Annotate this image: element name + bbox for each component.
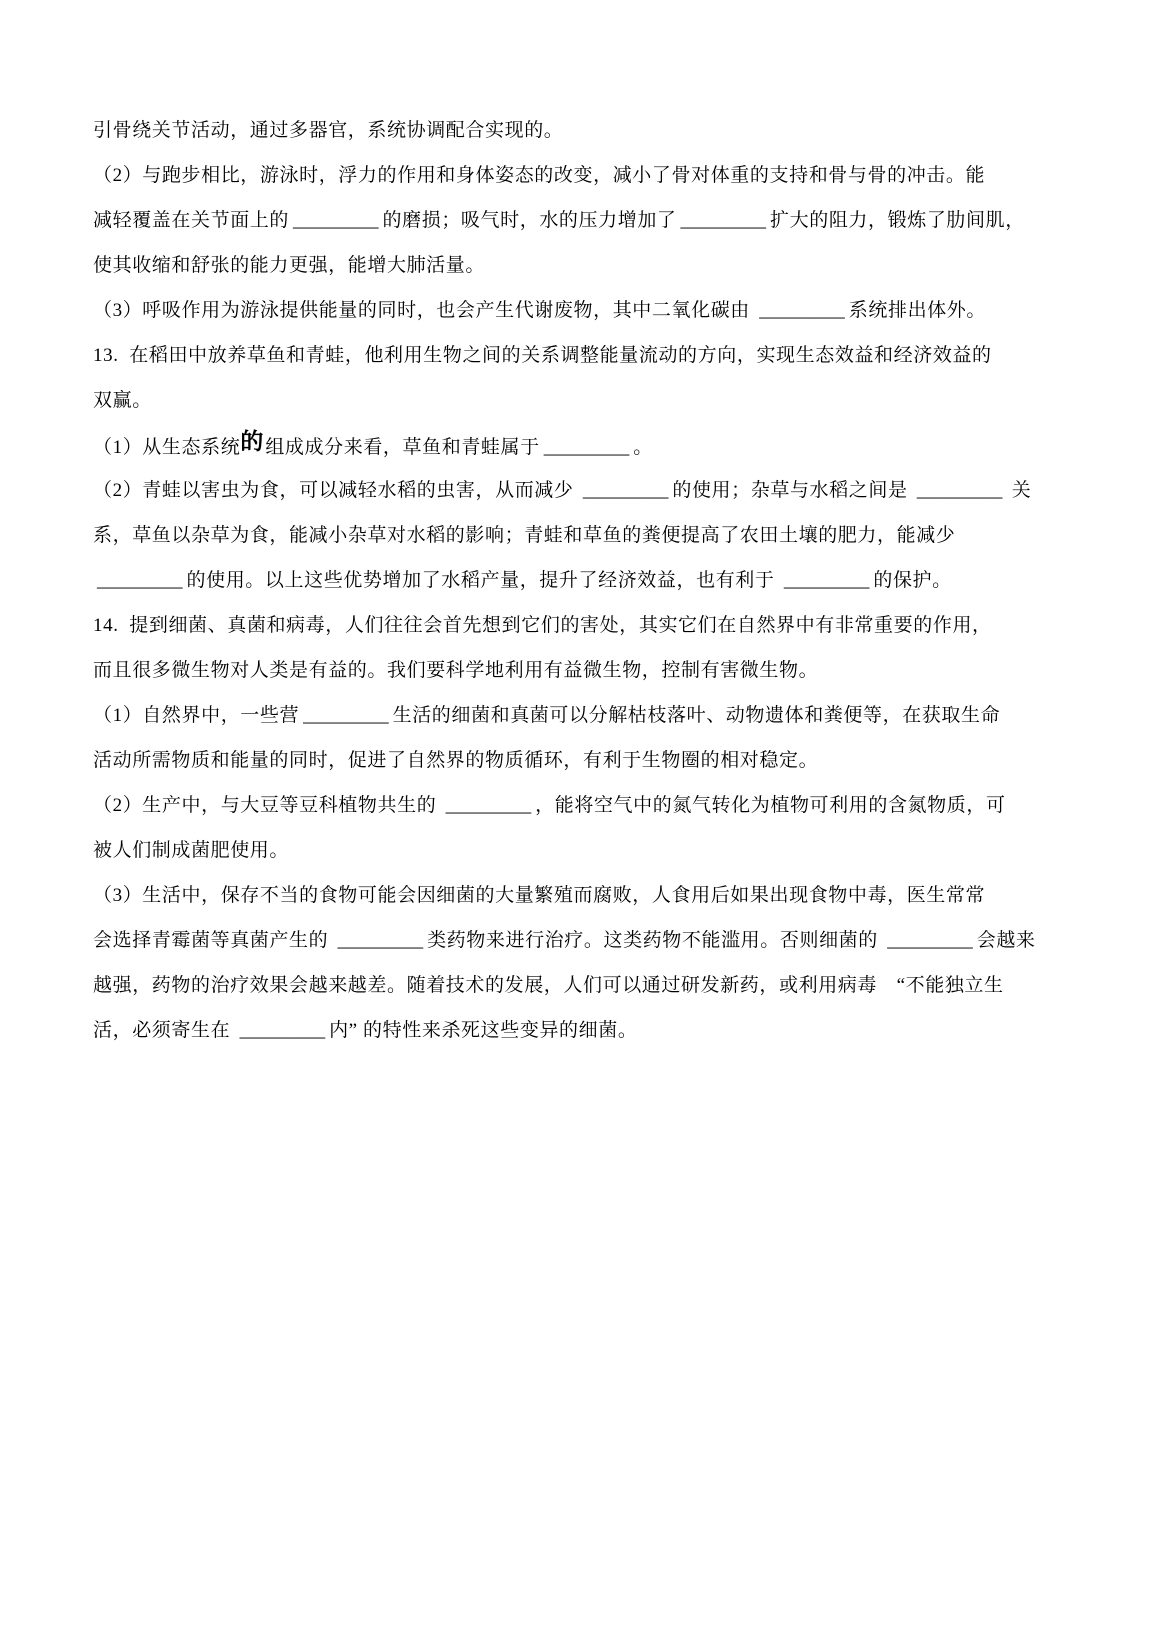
document-line	[93, 243, 1068, 288]
text-run: 系统排出体外。	[848, 300, 986, 321]
document-line	[93, 333, 1068, 378]
text-run: （2）与跑步相比，游泳时，浮力的作用和身体姿态的改变，减小了骨对体重的支持和骨与骨的冲击。能	[93, 165, 986, 186]
text-run: 越强，药物的治疗效果会越来越差。随着技术的发展，人们可以通过研发新药，或利用病毒 “不能独立生	[93, 975, 1004, 996]
document-page	[93, 108, 1068, 1053]
text-run: （3）呼吸作用为游泳提供能量的同时，也会产生代谢废物，其中二氧化碳由	[93, 300, 756, 321]
text-run: 引骨绕关节活动，通过多器官，系统协调配合实现的。	[93, 120, 564, 141]
document-line	[93, 513, 1068, 558]
document-line	[93, 1008, 1068, 1053]
document-line	[93, 828, 1068, 873]
text-run: 使其收缩和舒张的能力更强，能增大肺活量。	[93, 255, 486, 276]
document-line	[93, 558, 1068, 603]
text-run: （1）从生态系统	[93, 437, 241, 458]
fill-in-blank: _________	[337, 930, 424, 951]
text-run: 系，草鱼以杂草为食，能减小杂草对水稻的影响；青蛙和草鱼的粪便提高了农田土壤的肥力，能减少	[93, 525, 956, 546]
text-run: 双赢。	[93, 390, 152, 411]
text-run: 关	[1006, 480, 1032, 501]
fill-in-blank: _________	[582, 480, 669, 501]
text-run: 类药物来进行治疗。这类药物不能滥用。否则细菌的	[427, 930, 884, 951]
text-run: 的保护。	[873, 570, 952, 591]
fill-in-blank: _________	[759, 300, 845, 321]
text-run: 活动所需物质和能量的同时，促进了自然界的物质循环，有利于生物圈的相对稳定。	[93, 750, 819, 771]
text-run: 的磨损；吸气时，水的压力增加了	[382, 210, 677, 231]
text-run: （3）生活中，保存不当的食物可能会因细菌的大量繁殖而腐败，人食用后如果出现食物中毒，医生常常	[93, 885, 986, 906]
document-line	[93, 378, 1068, 423]
fill-in-blank: _________	[445, 795, 532, 816]
fill-in-blank: _________	[680, 210, 767, 231]
fill-in-blank: _________	[97, 570, 183, 591]
document-line	[93, 423, 1068, 468]
fill-in-blank: _________	[887, 930, 973, 951]
fill-in-blank: _________	[783, 570, 870, 591]
document-line	[93, 918, 1068, 963]
document-line	[93, 198, 1068, 243]
text-run: （2）青蛙以害虫为食，可以减轻水稻的虫害，从而减少	[93, 480, 579, 501]
text-run: 14. 提到细菌、真菌和病毒，人们往往会首先想到它们的害处，其实它们在自然界中有非常重要的作用，	[93, 615, 992, 636]
fill-in-blank: _________	[293, 210, 379, 231]
document-line	[93, 738, 1068, 783]
document-body	[93, 108, 1068, 1053]
text-run: 而且很多微生物对人类是有益的。我们要科学地利用有益微生物，控制有害微生物。	[93, 660, 819, 681]
text-run: 。	[633, 437, 653, 458]
text-run: 的使用；杂草与水稻之间是	[672, 480, 913, 501]
text-run: 会越来	[976, 930, 1036, 951]
fill-in-blank: _________	[303, 705, 389, 726]
document-line	[93, 153, 1068, 198]
text-run: 扩大的阻力，锻炼了肋间肌，	[770, 210, 1025, 231]
text-run: 被人们制成菌肥使用。	[93, 840, 290, 861]
text-run: 活，必须寄生在	[93, 1020, 236, 1041]
fill-in-blank: _________	[239, 1020, 326, 1041]
fill-in-blank: _________	[916, 480, 1003, 501]
fill-in-blank: _________	[543, 437, 630, 458]
document-line	[93, 648, 1068, 693]
text-run: 会选择青霉菌等真菌产生的	[93, 930, 334, 951]
text-run: 生活的细菌和真菌可以分解枯枝落叶、动物遗体和粪便等，在获取生命	[392, 705, 1001, 726]
document-line	[93, 108, 1068, 153]
document-line	[93, 873, 1068, 918]
text-run: ，能将空气中的氮气转化为植物可利用的含氮物质，可	[535, 795, 1006, 816]
document-line	[93, 288, 1068, 333]
text-run: 减轻覆盖在关节面上的	[93, 210, 290, 231]
document-line	[93, 468, 1068, 513]
document-line	[93, 783, 1068, 828]
emphasized-de-character: 的	[240, 429, 264, 454]
text-run: （2）生产中，与大豆等豆科植物共生的	[93, 795, 442, 816]
text-run: 组成成分来看，草鱼和青蛙属于	[265, 437, 540, 458]
text-run: 内” 的特性来杀死这些变异的细菌。	[329, 1020, 638, 1041]
document-line	[93, 693, 1068, 738]
text-run: 13. 在稻田中放养草鱼和青蛙，他利用生物之间的关系调整能量流动的方向，实现生态效益和经济效益的	[93, 345, 992, 366]
document-line	[93, 603, 1068, 648]
text-run: 的使用。以上这些优势增加了水稻产量，提升了经济效益，也有利于	[186, 570, 780, 591]
text-run: （1）自然界中，一些营	[93, 705, 300, 726]
document-line	[93, 963, 1068, 1008]
